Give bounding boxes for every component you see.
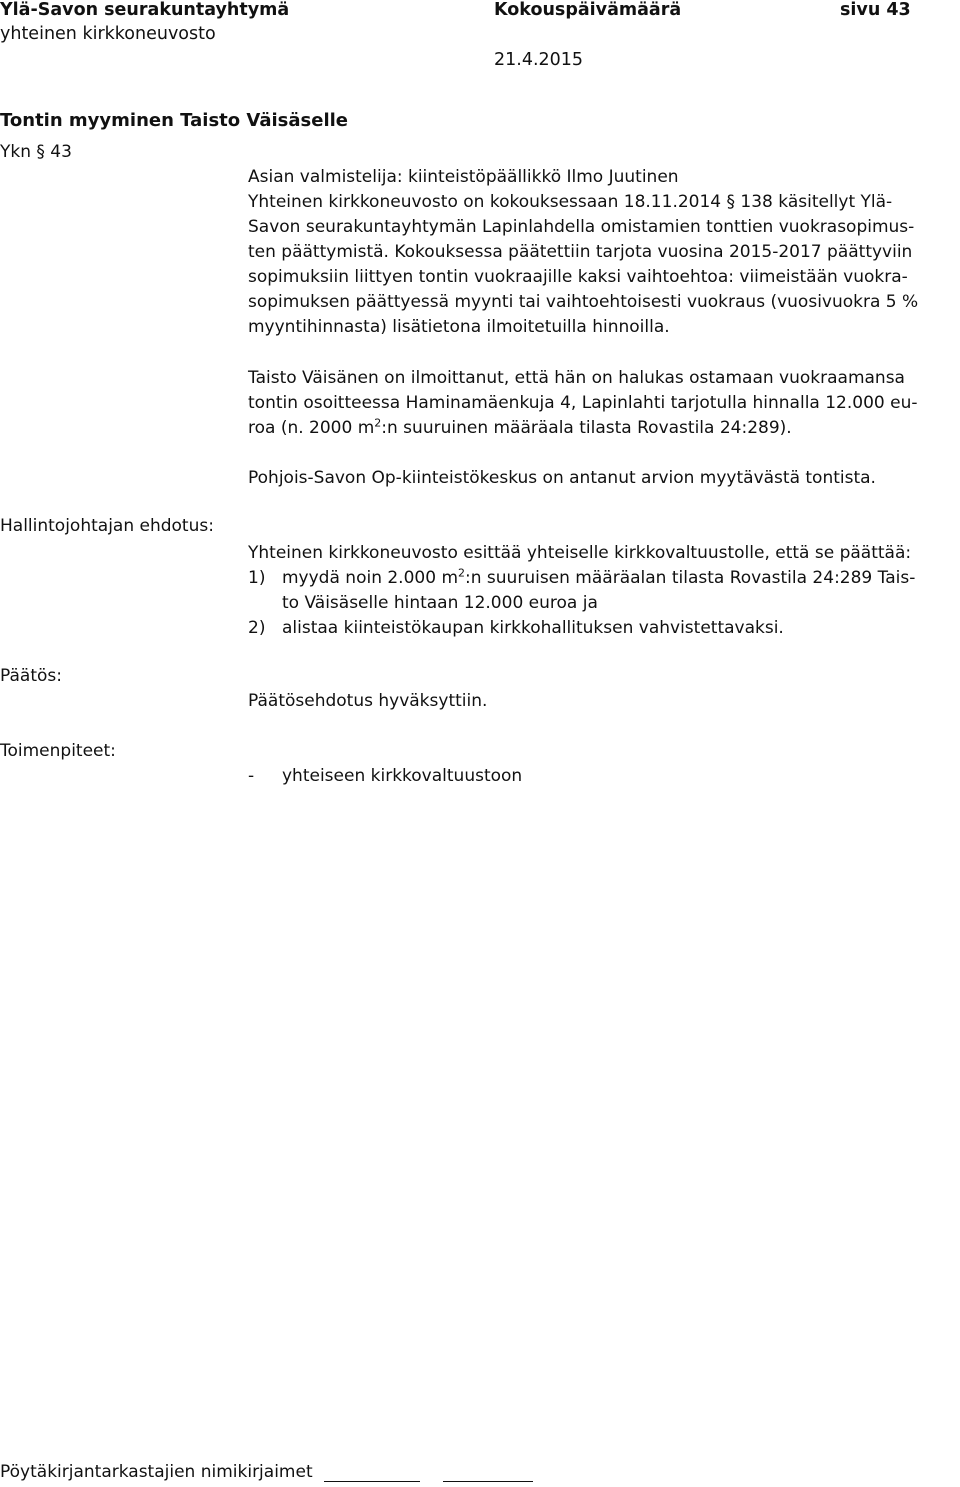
text-line: Taisto Väisänen on ilmoittanut, että hän on halukas ostamaan vuokraamansa [248, 368, 905, 388]
organization-name: Ylä-Savon seurakuntayhtymä [0, 0, 290, 20]
signature-line [324, 1463, 420, 1482]
item-number: 2) [248, 618, 266, 638]
actions-label: Toimenpiteet: [0, 741, 116, 761]
actions-text: yhteiseen kirkkovaltuustoon [282, 766, 523, 786]
proposal-intro: Yhteinen kirkkoneuvosto esittää yhteiselle kirkkovaltuustolle, että se päättää: [248, 543, 912, 563]
proposal-item-2 [248, 616, 960, 641]
text-line: Pohjois-Savon Op-kiinteistökeskus on antanut arvion myytävästä tontista. [248, 468, 876, 488]
superscript: 2 [374, 416, 382, 430]
text-fragment: :n suuruisen määräalan tilasta Rovastila 24:289 Tais- [465, 568, 916, 588]
proposal-label: Hallintojohtajan ehdotus: [0, 516, 214, 536]
text-line [248, 416, 960, 441]
paragraph-request [248, 366, 960, 441]
decision-label: Päätös: [0, 666, 62, 686]
meeting-body: yhteinen kirkkoneuvosto [0, 24, 216, 44]
proposal-item-1 [248, 566, 960, 616]
proposal-content [248, 541, 960, 641]
paragraph-background [248, 165, 960, 340]
signatures-label: Pöytäkirjantarkastajien nimikirjaimet [0, 1462, 313, 1482]
text-line: alistaa kiinteistökaupan kirkkohallituksen vahvistettavaksi. [282, 618, 784, 638]
section-title: Tontin myyminen Taisto Väisäselle [0, 110, 348, 131]
text-line: sopimuksiin liittyen tontin vuokraajille kaksi vaihtoehtoa: viimeistään vuokra- [248, 267, 908, 287]
section-number: Ykn § 43 [0, 142, 72, 162]
text-fragment: :n suuruinen määräala tilasta Rovastila 24:289). [381, 418, 792, 438]
text-line: to Väisäselle hintaan 12.000 euroa ja [282, 593, 598, 613]
signature-line [443, 1463, 533, 1482]
text-fragment: myydä noin 2.000 m [282, 568, 459, 588]
meeting-date-label: Kokouspäivämäärä [494, 0, 682, 20]
text-line: tontin osoitteessa Haminamäenkuja 4, Lapinlahti tarjotulla hinnalla 12.000 eu- [248, 393, 918, 413]
text-line [282, 566, 960, 591]
text-line: myyntihinnasta) lisätietona ilmoitetuilla hinnoilla. [248, 317, 670, 337]
actions-dash: - [248, 766, 255, 786]
item-number: 1) [248, 568, 266, 588]
page-number: sivu 43 [840, 0, 911, 20]
text-line: Yhteinen kirkkoneuvosto on kokouksessaan 18.11.2014 § 138 käsitellyt Ylä- [248, 192, 893, 212]
text-line: Asian valmistelija: kiinteistöpäällikkö Ilmo Juutinen [248, 167, 679, 187]
decision-text: Päätösehdotus hyväksyttiin. [248, 691, 488, 711]
text-fragment: roa (n. 2000 m [248, 418, 375, 438]
superscript: 2 [458, 566, 466, 580]
signatures-row [0, 1462, 533, 1482]
text-line: sopimuksen päättyessä myynti tai vaihtoehtoisesti vuokraus (vuosivuokra 5 % [248, 292, 919, 312]
text-line: Savon seurakuntayhtymän Lapinlahdella omistamien tonttien vuokrasopimus- [248, 217, 915, 237]
paragraph-appraisal [248, 466, 960, 491]
text-line: ten päättymistä. Kokouksessa päätettiin tarjota vuosina 2015-2017 päättyviin [248, 242, 913, 262]
meeting-date: 21.4.2015 [494, 50, 584, 70]
